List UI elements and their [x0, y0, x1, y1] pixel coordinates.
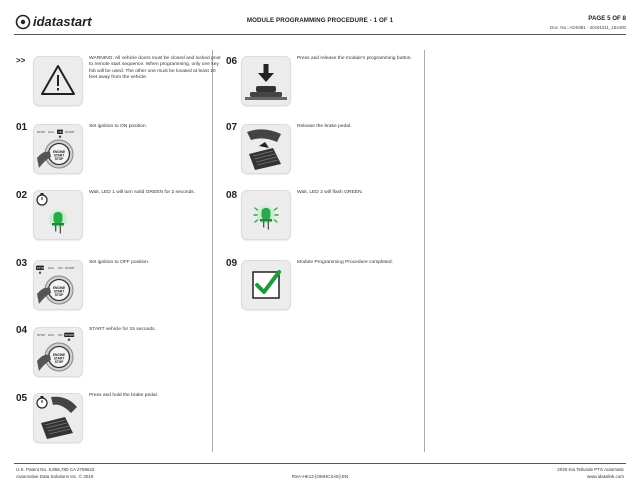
- step-number: 08: [226, 190, 238, 201]
- svg-text:START: START: [65, 333, 75, 337]
- doc-number: Doc. No.: ADS081 - 20191011_154400: [550, 25, 626, 30]
- step-number: 09: [226, 258, 238, 269]
- footer-right: [557, 466, 624, 480]
- step-text: Module Programming Procedure completed.: [297, 260, 393, 265]
- vehicle-text: 2020 Kia Telluride PTS Automatic: [557, 467, 624, 472]
- svg-text:ACC: ACC: [48, 130, 55, 134]
- step-number: 03: [16, 258, 28, 269]
- ignition-start-icon: [33, 327, 83, 377]
- svg-text:ENGINE: ENGINE: [52, 353, 66, 357]
- svg-text:ENGINE: ENGINE: [52, 286, 66, 290]
- website-link[interactable]: www.idatalink.com: [586, 474, 624, 479]
- warning-icon: [33, 56, 83, 106]
- step-text: Press and hold the brake pedal.: [89, 393, 159, 398]
- ignition-on-icon: [33, 124, 83, 174]
- step-text: Release the brake pedal.: [297, 124, 352, 129]
- svg-text:STOP: STOP: [36, 266, 45, 270]
- step-number: 05: [16, 393, 28, 404]
- led-flash-icon: [241, 190, 291, 240]
- brake-pedal-release-icon: [241, 124, 291, 174]
- svg-text:STOP: STOP: [54, 360, 64, 364]
- brake-pedal-hold-icon: [33, 393, 83, 443]
- svg-text:STOP: STOP: [37, 333, 46, 337]
- patent-text: U.S. Patent No. 8,856,780 CA 2759622: [16, 467, 95, 472]
- svg-text:START: START: [65, 130, 75, 134]
- svg-text:ON: ON: [58, 266, 63, 270]
- step-text: Set ignition to ON position.: [89, 124, 147, 129]
- header-divider: [14, 34, 626, 35]
- svg-text:START: START: [53, 356, 65, 361]
- step-number: >>: [16, 56, 26, 65]
- step-text: START vehicle for 15 seconds.: [89, 327, 156, 332]
- svg-text:START: START: [53, 289, 65, 294]
- svg-text:ENGINE: ENGINE: [52, 150, 66, 154]
- column-divider: [212, 50, 213, 452]
- svg-text:ON: ON: [58, 333, 63, 337]
- step-text: Wait, LED 1 will turn solid GREEN for 2 seconds.: [89, 190, 196, 195]
- svg-text:STOP: STOP: [37, 130, 46, 134]
- led-green-icon: [33, 190, 83, 240]
- step-number: 04: [16, 325, 28, 336]
- step-text: Set ignition to OFF position.: [89, 260, 150, 265]
- svg-text:ACC: ACC: [48, 333, 55, 337]
- svg-text:STOP: STOP: [54, 157, 64, 161]
- page-number: PAGE 5 OF 8: [588, 15, 626, 22]
- svg-text:ACC: ACC: [48, 266, 55, 270]
- step-number: 06: [226, 56, 238, 67]
- footer-divider: [14, 463, 626, 464]
- press-button-icon: [241, 56, 291, 106]
- svg-text:ON: ON: [58, 130, 63, 134]
- step-number: 01: [16, 122, 28, 133]
- page-title: MODULE PROGRAMMING PROCEDURE - 1 OF 1: [246, 17, 394, 24]
- checkmark-icon: [241, 260, 291, 310]
- column-divider: [424, 50, 425, 452]
- step-number: 07: [226, 122, 238, 133]
- ignition-off-icon: [33, 260, 83, 310]
- step-number: 02: [16, 190, 28, 201]
- svg-text:START: START: [53, 153, 65, 158]
- svg-text:START: START: [65, 266, 75, 270]
- svg-text:STOP: STOP: [54, 293, 64, 297]
- step-text: Press and release the module's programming button.: [297, 56, 412, 61]
- footer-center: RSA-HK12-[OMHCXAE]-EN: [291, 474, 349, 479]
- step-text: Wait, LED 2 will flash GREEN.: [297, 190, 363, 195]
- step-text: WARNING: All vehicle doors must be closed and locked prior to remote start sequence. When programming, only one key fob will be used. The other one must be located at least 10 feet away from the vehicle.: [89, 56, 221, 80]
- copyright-text: Automotive Data Solutions Inc. © 2019: [16, 474, 94, 479]
- logo-text: idatastart: [33, 14, 92, 29]
